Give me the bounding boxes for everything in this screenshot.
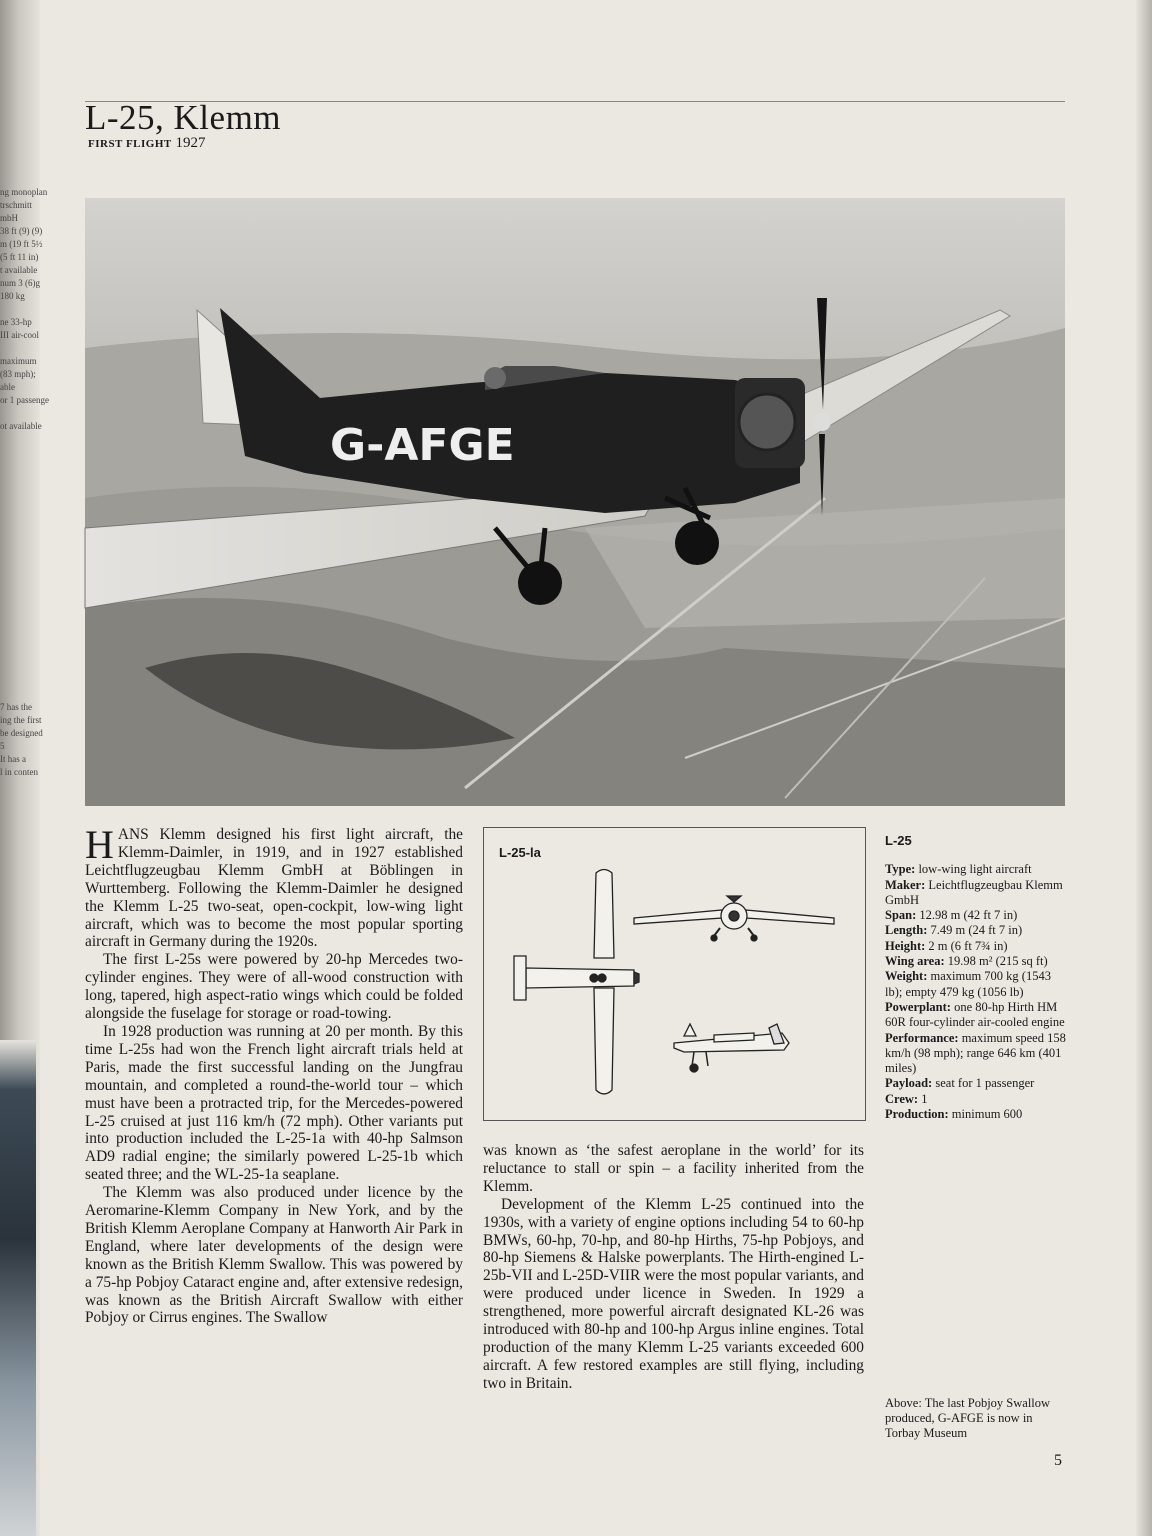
page-right-edge <box>1136 0 1152 1536</box>
spec-label: Type: <box>885 862 916 877</box>
margin-fragment-line: mbH <box>0 213 18 223</box>
page-number: 5 <box>1054 1452 1062 1469</box>
spec-row <box>885 954 1070 969</box>
spec-value: low-wing light aircraft <box>918 862 1032 877</box>
paragraph-4: The Klemm was also produced under licence by the Aeromarine-Klemm Company in New York, and by the British Klemm Aeroplane Company at Hanworth Air Park in England, where later developments of the design were known as the British Klemm Swallow. This was powered by a 75-hp Pobjoy Cataract engine and, after extensive redesign, was known as the British Aircraft Swallow with either Pobjoy or Cirrus engines. The Swallow <box>85 1184 463 1327</box>
spec-row <box>885 1092 1070 1107</box>
margin-fragment-line: t available <box>0 265 38 275</box>
spec-value: 12.98 m (42 ft 7 in) <box>919 908 1018 923</box>
first-flight-year: 1927 <box>175 135 206 151</box>
margin-fragment-line <box>0 303 38 316</box>
page-title: L-25, Klemm <box>85 98 282 137</box>
spec-row <box>885 908 1070 923</box>
margin-fragment-line: It has a <box>0 754 26 764</box>
spec-row <box>885 923 1070 938</box>
spec-row <box>885 1076 1070 1091</box>
margin-fragment-line: l in conten <box>0 767 38 777</box>
specs-heading: L-25 <box>885 833 912 848</box>
margin-fragment-line: (83 mph); <box>0 369 36 379</box>
spec-label: Maker: <box>885 877 926 892</box>
margin-fragment-line: num 3 (6)g <box>0 278 40 288</box>
article-column-1 <box>85 822 463 1327</box>
margin-fragment-line: 180 kg <box>0 291 25 301</box>
margin-fragment-line: III air-cool <box>0 330 40 340</box>
spec-label: Crew: <box>885 1091 919 1106</box>
margin-fragment-line: ing the first <box>0 715 42 725</box>
spec-value: maximum 700 kg (1543 lb); empty 479 kg (1056 lb) <box>885 969 1051 999</box>
spec-row <box>885 969 1070 1000</box>
adjacent-page-fragment-top <box>0 186 49 433</box>
margin-fragment-line <box>0 407 38 420</box>
spec-value: minimum 600 <box>951 1107 1023 1122</box>
margin-fragment-line: maximum <box>0 356 37 366</box>
aircraft-three-view <box>484 828 865 1120</box>
spec-value: one 80-hp Hirth HM 60R four-cylinder air-cooled engine <box>885 999 1065 1030</box>
margin-fragment-line <box>0 342 38 355</box>
spec-value: 2 m (6 ft 7¾ in) <box>928 938 1008 953</box>
spec-value: seat for 1 passenger <box>935 1076 1035 1091</box>
registration-marking: G-AFGE <box>330 420 515 471</box>
spec-row <box>885 862 1070 877</box>
paragraph-1 <box>85 822 463 951</box>
margin-fragment-line: be designed <box>0 728 43 738</box>
spec-value: 19.98 m² (215 sq ft) <box>947 954 1048 969</box>
spec-label: Production: <box>885 1107 949 1122</box>
spec-label: Length: <box>885 923 928 938</box>
margin-fragment-line: 5 <box>0 741 5 751</box>
figure-label: L-25-la <box>499 845 541 860</box>
spec-value: 7.49 m (24 ft 7 in) <box>930 923 1023 938</box>
paragraph-1-text: ANS Klemm designed his first light aircraft, the Klemm-Daimler, in 1919, and in 1927 established Leichtflugzeugbau Klemm GmbH at Böblingen in Wurttemberg. Following the Klemm-Daimler he designed the Klemm L-25 two-seat, open-cockpit, low-wing light aircraft, which was to become the most popular sporting aircraft in Germany during the 1920s. <box>85 826 463 951</box>
spec-label: Wing area: <box>885 954 945 969</box>
first-flight-label: FIRST FLIGHT <box>88 138 172 150</box>
specs-list <box>885 862 1070 1122</box>
margin-fragment-line: ot available <box>0 421 42 431</box>
margin-fragment-line: trschmitt <box>0 200 32 210</box>
spec-row <box>885 878 1070 909</box>
adjacent-page-photo-edge <box>0 1040 36 1536</box>
spec-row <box>885 1000 1070 1031</box>
spec-row <box>885 1107 1070 1122</box>
aircraft-photo <box>85 198 1065 806</box>
paragraph-5: was known as ‘the safest aeroplane in the world’ for its reluctance to stall or spin – a facility inherited from the Klemm. <box>483 1142 864 1195</box>
spec-value: Leichtflugzeugbau Klemm GmbH <box>885 877 1063 907</box>
margin-fragment-line: 7 has the <box>0 702 32 712</box>
spec-label: Powerplant: <box>885 999 951 1014</box>
spec-label: Weight: <box>885 969 928 984</box>
first-flight-line <box>88 135 206 152</box>
paragraph-2: The first L-25s were powered by 20-hp Mercedes two-cylinder engines. They were of all-wood construction with long, tapered, high aspect-ratio wings which could be folded alongside the fuselage for storage or road-towing. <box>85 951 463 1023</box>
specifications-panel <box>885 833 1070 1122</box>
spec-label: Height: <box>885 938 926 953</box>
adjacent-page-fragment-bottom <box>0 701 43 779</box>
paragraph-6: Development of the Klemm L-25 continued into the 1930s, with a variety of engine options including 54 to 60-hp BMWs, 60-hp, 70-hp, and 80-hp Hirths, 75-hp Pobjoys, and 80-hp Siemens & Halske powerplants. The Hirth-engined L-25b-VII and L-25D-VIIR were the most popular variants, and were produced under licence in Sweden. In 1929 a strengthened, more powerful aircraft designated KL-26 was introduced with 80-hp and 100-hp Argus inline engines. Total production of the many Klemm L-25 variants exceeded 600 aircraft. A few restored examples are still flying, including two in Britain. <box>483 1195 864 1392</box>
spec-label: Performance: <box>885 1030 959 1045</box>
spec-label: Span: <box>885 908 917 923</box>
spec-value: 1 <box>921 1091 928 1106</box>
margin-fragment-line: 38 ft (9) (9) <box>0 226 43 236</box>
margin-fragment-line: (5 ft 11 in) <box>0 252 39 262</box>
margin-fragment-line: or 1 passenge <box>0 395 49 405</box>
margin-fragment-line: able <box>0 382 15 392</box>
margin-fragment-line: m (19 ft 5½ <box>0 239 43 249</box>
photo-caption: Above: The last Pobjoy Swallow produced, G-AFGE is now in Torbay Museum <box>885 1396 1051 1440</box>
spec-row <box>885 939 1070 954</box>
article-column-2 <box>483 1142 864 1393</box>
margin-fragment-line: ne 33-hp <box>0 317 32 327</box>
spec-value: maximum speed 158 km/h (98 mph); range 646 km (401 miles) <box>885 1030 1066 1076</box>
paragraph-3: In 1928 production was running at 20 per month. By this time L-25s had won the French light aircraft trials held at Paris, made the first successful landing on the Jungfrau mountain, and completed a round-the-world tour – which must have been a protracted trip, for the Mercedes-powered L-25 cruised at just 116 km/h (72 mph). Other variants put into production included the L-25-1a with 40-hp Salmson AD9 radial engine; the similarly powered L-25-1b which seated three; and the WL-25-1a seaplane. <box>85 1022 463 1184</box>
spec-row <box>885 1031 1070 1077</box>
spec-label: Payload: <box>885 1076 933 1091</box>
three-view-drawing <box>483 827 866 1121</box>
margin-fragment-line: ng monoplan <box>0 187 48 197</box>
drop-cap: H <box>85 822 114 867</box>
